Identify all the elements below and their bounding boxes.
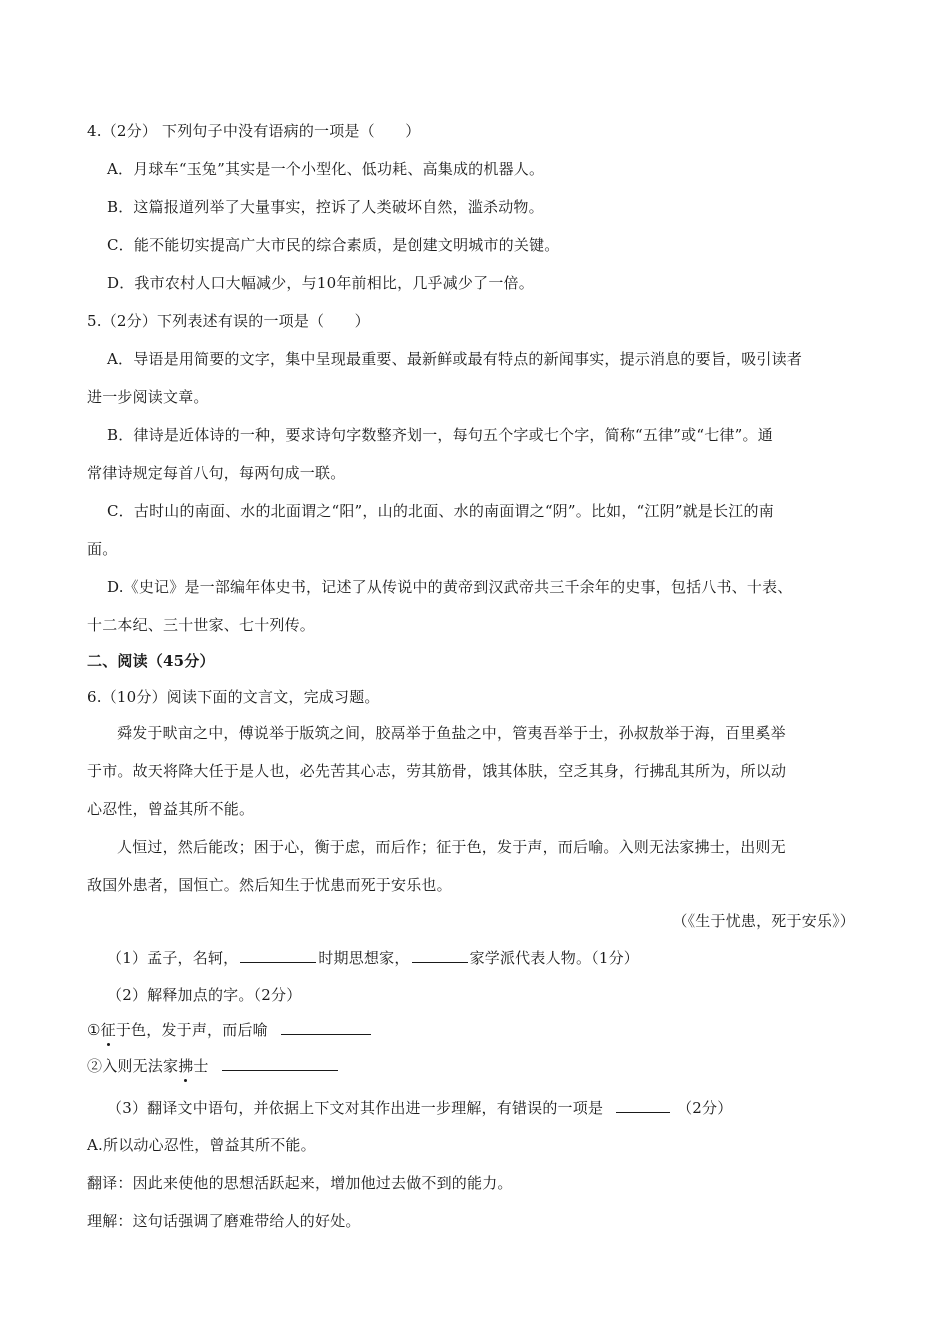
q5-option-a-line2: 进一步阅读文章。 xyxy=(87,388,209,406)
q6-passage-p2-line1: 人恒过，然后能改；困于心，衡于虑，而后作；征于色，发于声，而后喻。入则无法家拂士，出则无 xyxy=(117,838,786,856)
q5-option-b-line1: B．律诗是近体诗的一种，要求诗句字数整齐划一，每句五个字或七个字，简称“五律”或“七律”。通 xyxy=(107,426,773,444)
q6-sub3-understanding-a: 理解：这句话强调了磨难带给人的好处。 xyxy=(87,1212,361,1230)
q6-sub2-item1 xyxy=(87,1018,373,1041)
q6-sub3-score: （2分） xyxy=(677,1099,733,1117)
q5-option-d-line2: 十二本纪、三十世家、七十列传。 xyxy=(87,616,316,634)
q6-sub3-translation-a: 翻译：因此来使他的思想活跃起来，增加他过去做不到的能力。 xyxy=(87,1174,513,1192)
q6-sub3-option-a: A.所以动心忍性，曾益其所不能。 xyxy=(87,1136,316,1154)
q5-option-a-line1: A．导语是用简要的文字，集中呈现最重要、最新鲜或最有特点的新闻事实，提示消息的要旨，吸引读者 xyxy=(107,350,803,368)
dotted-char-fu: 拂 xyxy=(178,1057,194,1075)
q5-option-d-line1: D.《史记》是一部编年体史书，记述了从传说中的黄帝到汉武帝共三千余年的史事，包括八书、十表、 xyxy=(107,578,793,596)
q6-sub3 xyxy=(107,1096,732,1119)
q6-sub1-text-b: 时期思想家， xyxy=(318,949,410,967)
q6-sub3-text: （3）翻译文中语句，并依据上下文对其作出进一步理解，有错误的一项是 xyxy=(107,1099,604,1117)
q4-option-a: A．月球车“玉兔”其实是一个小型化、低功耗、高集成的机器人。 xyxy=(107,160,545,178)
q6-sub1-text-a: （1）孟子，名轲， xyxy=(107,949,239,967)
answer-blank-era[interactable] xyxy=(240,946,316,963)
q6-passage-p1-line3: 心忍性，曾益其所不能。 xyxy=(87,800,255,818)
q4-option-c: C．能不能切实提高广大市民的综合素质，是创建文明城市的关键。 xyxy=(107,236,560,254)
q6-passage-source: （《生于忧患，死于安乐》） xyxy=(672,912,855,930)
answer-blank-fu[interactable] xyxy=(222,1054,338,1071)
q6-stem: 6.（10分）阅读下面的文言文，完成习题。 xyxy=(87,688,380,706)
q6-sub1 xyxy=(107,946,639,969)
q4-option-d: D．我市农村人口大幅减少，与10年前相比，几乎减少了一倍。 xyxy=(107,274,534,292)
q6-sub2-item1-text: 于色，发于声，而后喻 xyxy=(115,1021,268,1039)
q6-sub2-item2 xyxy=(87,1054,340,1077)
answer-blank-choice[interactable] xyxy=(616,1096,670,1113)
dotted-char-zheng: 征 xyxy=(100,1021,116,1039)
answer-blank-school[interactable] xyxy=(412,946,468,963)
q5-option-b-line2: 常律诗规定每首八句，每两句成一联。 xyxy=(87,464,346,482)
q6-passage-p1-line2: 于市。故天将降大任于是人也，必先苦其心志，劳其筋骨，饿其体肤，空乏其身，行拂乱其所为，所以动 xyxy=(87,762,787,780)
q4-option-b: B．这篇报道列举了大量事实，控诉了人类破坏自然，滥杀动物。 xyxy=(107,198,544,216)
q6-sub2-item1-number: ① xyxy=(87,1021,101,1039)
q6-passage-p1-line1: 舜发于畎亩之中，傅说举于版筑之间，胶鬲举于鱼盐之中，管夷吾举于士，孙叔敖举于海，百里奚举 xyxy=(117,724,786,742)
q6-sub2: （2）解释加点的字。（2分） xyxy=(107,986,302,1004)
q5-option-c-line1: C．古时山的南面、水的北面谓之“阳”，山的北面、水的南面谓之“阴”。比如，“江阴”就是长江的南 xyxy=(107,502,774,520)
q6-sub2-item2-text-b: 士 xyxy=(193,1057,209,1075)
q6-sub1-text-c: 家学派代表人物。（1分） xyxy=(469,949,640,967)
q4-stem: 4.（2分） 下列句子中没有语病的一项是（ ） xyxy=(87,122,421,140)
q6-sub2-item2-text-a: ②入则无法家 xyxy=(87,1057,179,1075)
q5-stem: 5.（2分）下列表述有误的一项是（ ） xyxy=(87,312,370,330)
answer-blank-zheng[interactable] xyxy=(281,1018,371,1035)
q6-passage-p2-line2: 敌国外患者，国恒亡。然后知生于忧患而死于安乐也。 xyxy=(87,876,452,894)
q5-option-c-line2: 面。 xyxy=(87,540,118,558)
section-heading-reading: 二、阅读（45分） xyxy=(87,652,215,670)
